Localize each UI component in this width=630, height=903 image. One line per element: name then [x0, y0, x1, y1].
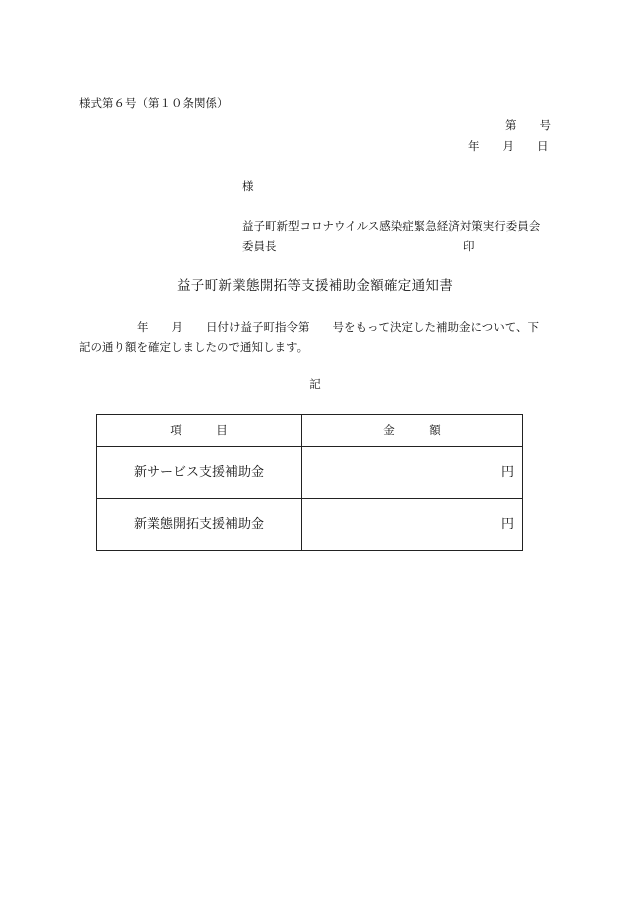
document-date: 年 月 日: [468, 139, 549, 153]
seal-mark: 印: [463, 239, 475, 253]
item-cell: 新サービス支援補助金: [97, 447, 302, 499]
document-title: 益子町新業態開拓等支援補助金額確定通知書: [177, 278, 453, 294]
amount-table: [96, 414, 523, 551]
form-number: 様式第６号（第１０条関係）: [79, 96, 229, 110]
amount-cell: 円: [302, 447, 523, 499]
column-header-amount: 金 額: [302, 415, 523, 447]
ki-heading: 記: [309, 377, 321, 391]
body-text-line-2: 記の通り額を確定しましたので通知します。: [79, 340, 309, 354]
document-number: 第 号: [505, 118, 551, 132]
column-header-item: 項 目: [97, 415, 302, 447]
body-text-line-1: 年 月 日付け益子町指令第 号をもって決定した補助金について、下: [137, 320, 540, 334]
table-row: [97, 447, 523, 499]
issuer-organization: 益子町新型コロナウイルス感染症緊急経済対策実行委員会: [242, 219, 541, 233]
table-row: [97, 499, 523, 551]
addressee-suffix: 様: [242, 179, 254, 193]
amount-cell: 円: [302, 499, 523, 551]
issuer-title: 委員長: [242, 239, 277, 253]
table-header-row: [97, 415, 523, 447]
item-cell: 新業態開拓支援補助金: [97, 499, 302, 551]
